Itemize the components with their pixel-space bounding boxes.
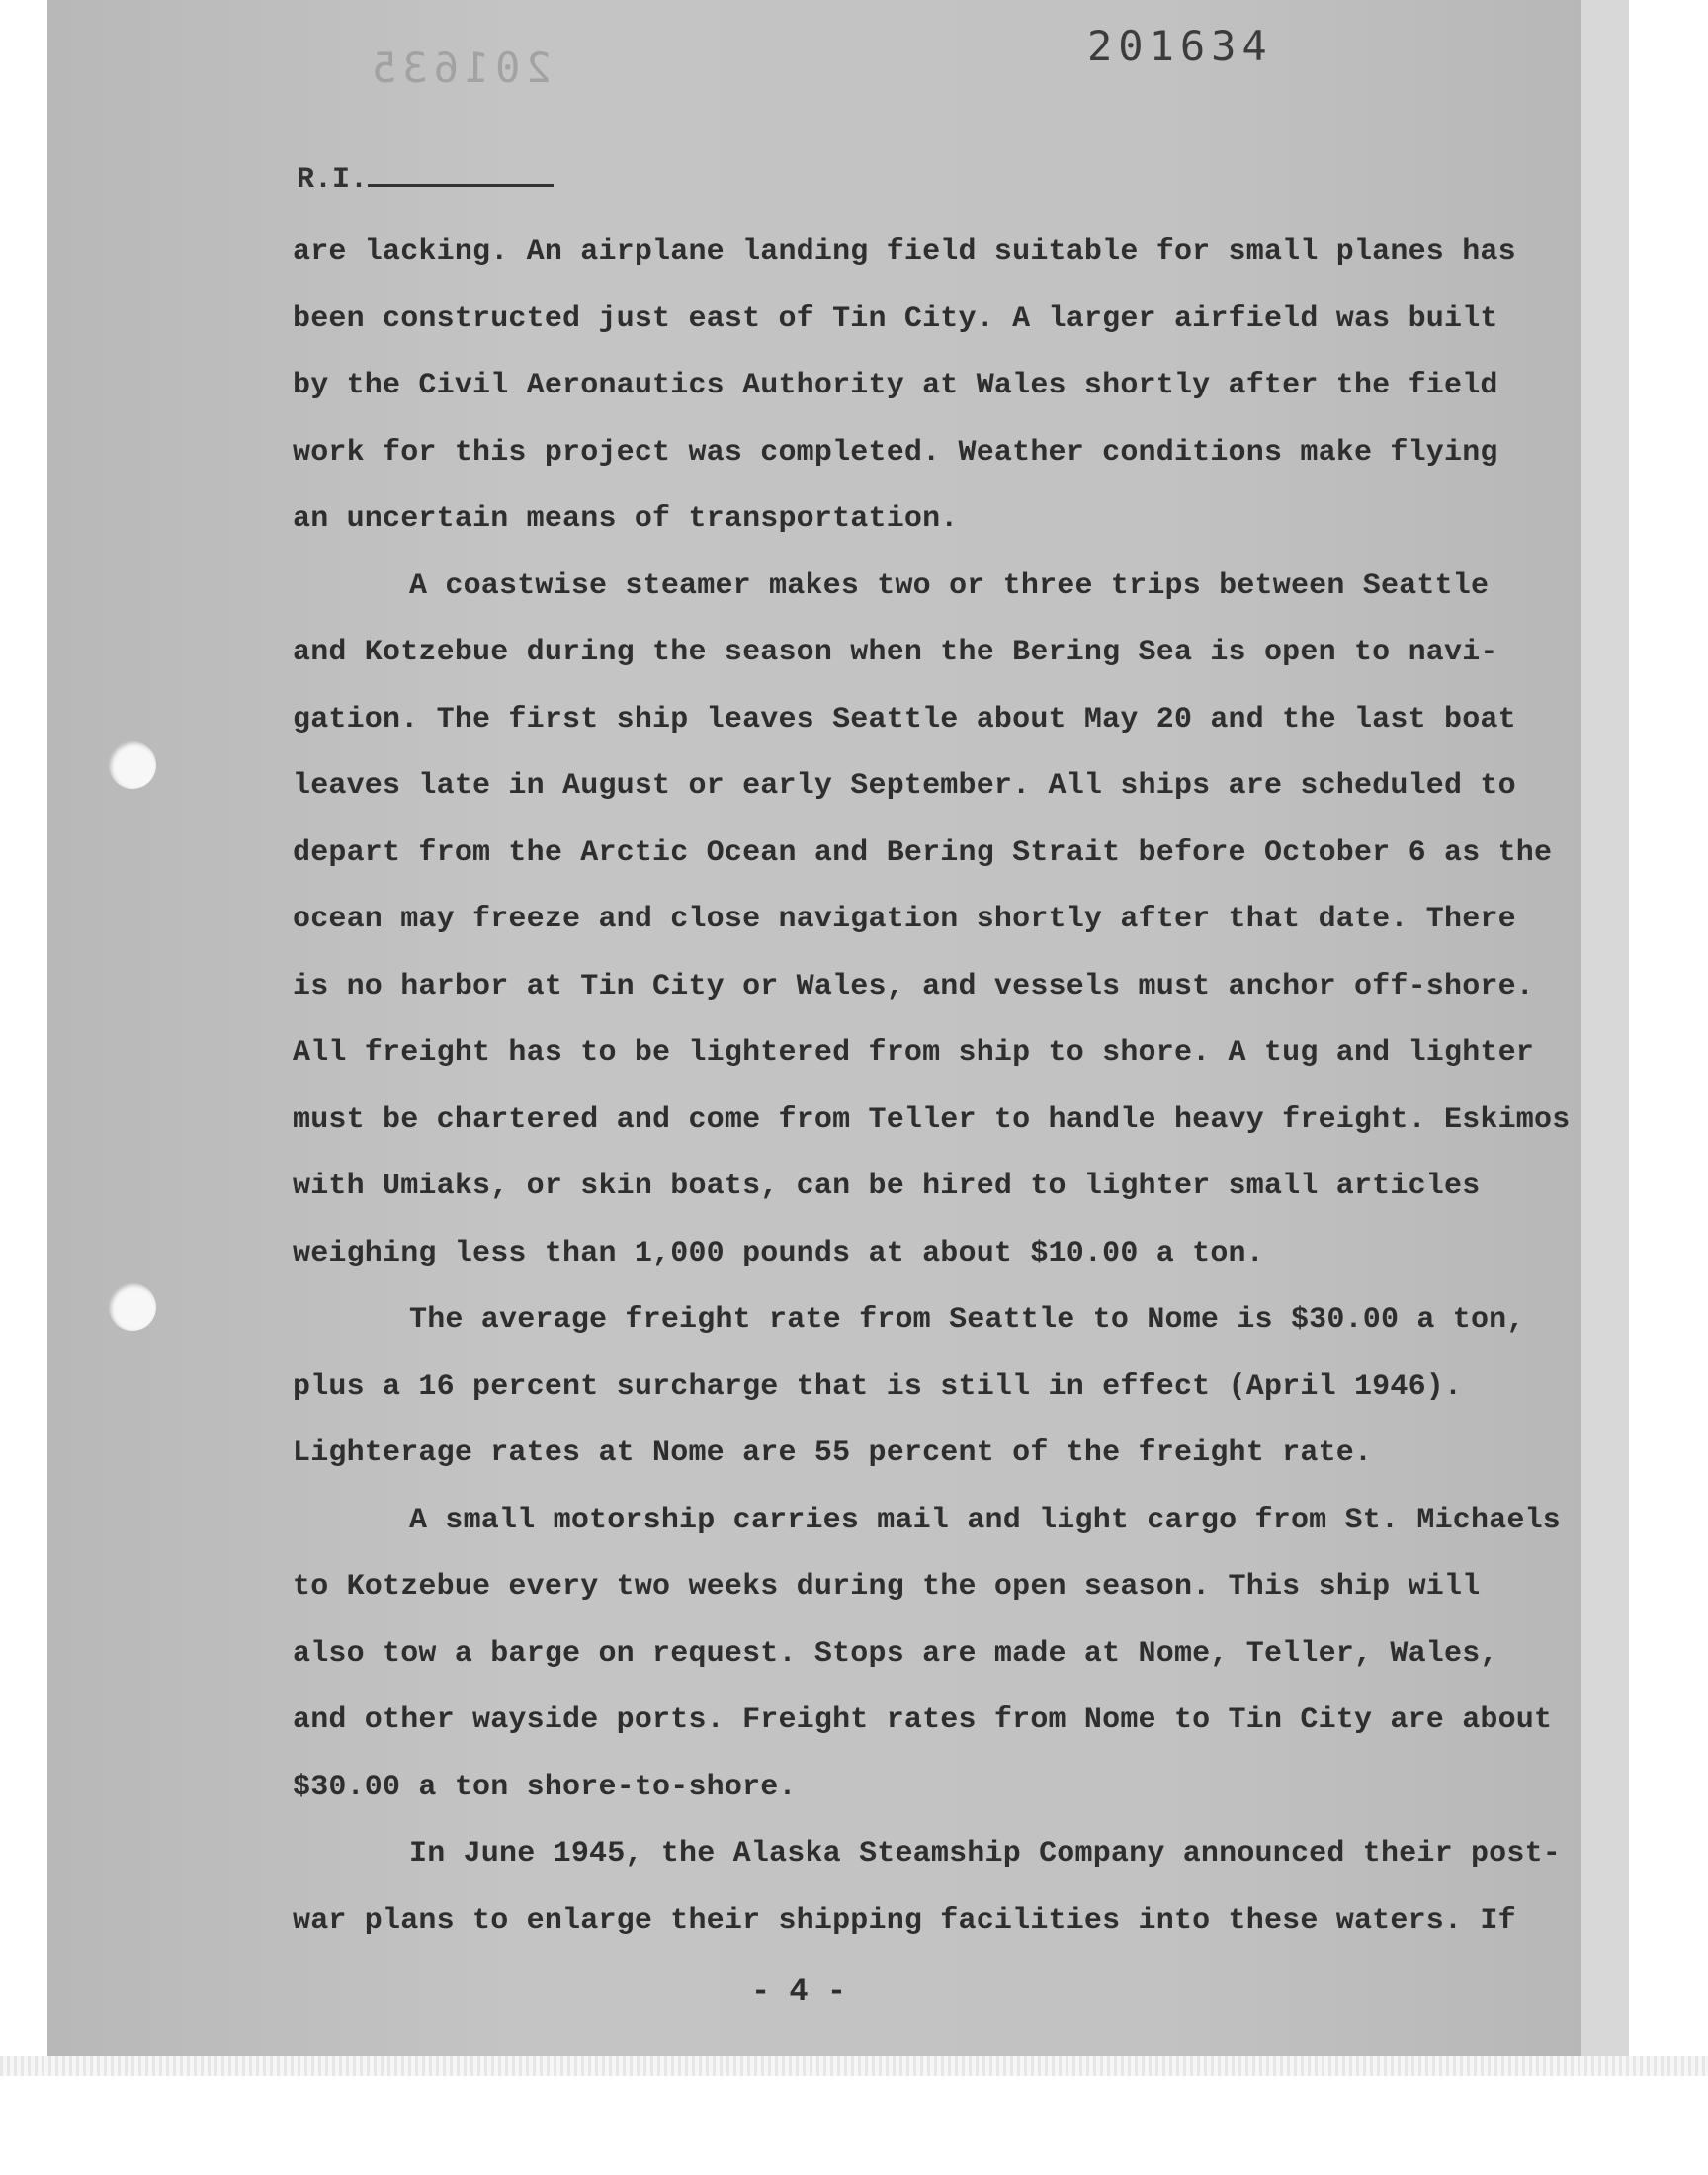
- text-line: by the Civil Aeronautics Authority at Wales shortly after the field: [293, 369, 1498, 402]
- text-line: work for this project was completed. Weather conditions make flying: [293, 435, 1498, 470]
- text-line: are lacking. An airplane landing field suitable for small planes has: [293, 235, 1516, 269]
- text-line: to Kotzebue every two weeks during the open season. This ship will: [293, 1570, 1481, 1604]
- text-line: gation. The first ship leaves Seattle about May 20 and the last boat: [293, 702, 1516, 737]
- ri-blank-line: [368, 158, 554, 187]
- document-stamp-bleedthrough: 201635: [366, 44, 552, 92]
- text-line: plus a 16 percent surcharge that is still in effect (April 1946).: [293, 1369, 1463, 1404]
- text-line: ocean may freeze and close navigation shortly after that date. There: [293, 903, 1516, 936]
- paragraph-first-line: A small motorship carries mail and light cargo from St. Michaels: [409, 1503, 1561, 1537]
- text-line: weighing less than 1,000 pounds at about $10.00 a ton.: [293, 1236, 1264, 1270]
- text-line: with Umiaks, or skin boats, can be hired to lighter small articles: [293, 1170, 1481, 1203]
- punch-hole-upper: [109, 741, 156, 789]
- paragraph-first-line: In June 1945, the Alaska Steamship Company announced their post-: [409, 1837, 1561, 1870]
- ri-label: R.I.: [297, 163, 369, 197]
- paragraph-first-line: A coastwise steamer makes two or three trips between Seattle: [409, 568, 1490, 603]
- text-line: must be chartered and come from Teller to handle heavy freight. Eskimos: [293, 1102, 1571, 1137]
- scan-bottom-strip: [0, 2056, 1708, 2076]
- text-line: depart from the Arctic Ocean and Bering Strait before October 6 as the: [293, 835, 1553, 870]
- body-text: [293, 219, 1571, 1955]
- ri-header: [297, 158, 554, 197]
- page-edge-shade: [1581, 0, 1629, 2056]
- text-line: and other wayside ports. Freight rates from Nome to Tin City are about: [293, 1703, 1553, 1737]
- text-line: Lighterage rates at Nome are 55 percent of the freight rate.: [293, 1436, 1373, 1470]
- page-number: - 4 -: [751, 1973, 847, 2010]
- text-line: war plans to enlarge their shipping facilities into these waters. If: [293, 1903, 1516, 1938]
- text-line: also tow a barge on request. Stops are made at Nome, Teller, Wales,: [293, 1636, 1498, 1671]
- paragraph-first-line: The average freight rate from Seattle to Nome is $30.00 a ton,: [409, 1303, 1525, 1337]
- text-line: All freight has to be lightered from ship to shore. A tug and lighter: [293, 1036, 1535, 1070]
- punch-hole-lower: [109, 1283, 156, 1331]
- text-line: $30.00 a ton shore-to-shore.: [293, 1770, 797, 1804]
- text-line: leaves late in August or early September. All ships are scheduled to: [293, 769, 1516, 803]
- text-line: and Kotzebue during the season when the Bering Sea is open to navi-: [293, 636, 1498, 669]
- text-line: is no harbor at Tin City or Wales, and vessels must anchor off-shore.: [293, 969, 1535, 1003]
- text-line: been constructed just east of Tin City. A larger airfield was built: [293, 302, 1498, 336]
- document-stamp-number: 201634: [1087, 22, 1273, 70]
- text-line: an uncertain means of transportation.: [293, 502, 959, 536]
